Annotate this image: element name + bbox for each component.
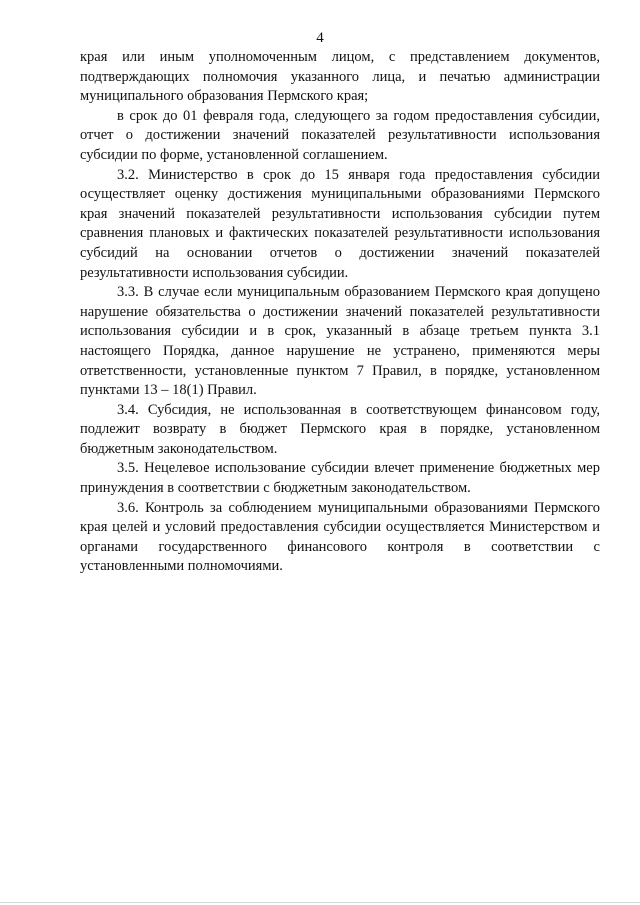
- paragraph-3-2: 3.2. Министерство в срок до 15 января года предоставления субсидии осуществляет оценку достижения муниципальными образованиями Пермского края значений показателей результативности использования субсидии путем сравнения плановых и фактических показателей результативности использования субсидий на основании отчетов о достижении значений показателей результативности использования субсидии.: [80, 166, 600, 281]
- page-number: 4: [316, 30, 324, 46]
- paragraph-3-4: 3.4. Субсидия, не использованная в соответствующем финансовом году, подлежит возврату в бюджет Пермского края в порядке, установленном бюджетным законодательством.: [80, 401, 600, 457]
- paragraph-3-6: 3.6. Контроль за соблюдением муниципальными образованиями Пермского края целей и условий предоставления субсидии осуществляется Министерством и органами государственного финансового контроля в соответствии с установленными полномочиями.: [80, 499, 600, 575]
- paragraph-3-3: 3.3. В случае если муниципальным образованием Пермского края допущено нарушение обязательства о достижении значений показателей результативности использования субсидии и в срок, указанный в абзаце третьем пункта 3.1 настоящего Порядка, данное нарушение не устранено, применяются меры ответственности, установленные пунктом 7 Правил, в порядке, установленном пунктами 13 – 18(1) Правил.: [80, 284, 600, 399]
- paragraph-report-deadline: в срок до 01 февраля года, следующего за годом предоставления субсидии, отчет о достижении значений показателей результативности использования субсидии по форме, установленной соглашением.: [80, 107, 600, 163]
- scan-bottom-edge: [0, 902, 640, 903]
- paragraph-continuation: края или иным уполномоченным лицом, с представлением документов, подтверждающих полномочия указанного лица, и печатью администрации муниципального образования Пермского края;: [80, 49, 600, 105]
- document-body: [80, 48, 600, 577]
- paragraph-3-5: 3.5. Нецелевое использование субсидии влечет применение бюджетных мер принуждения в соответствии с бюджетным законодательством.: [80, 460, 600, 497]
